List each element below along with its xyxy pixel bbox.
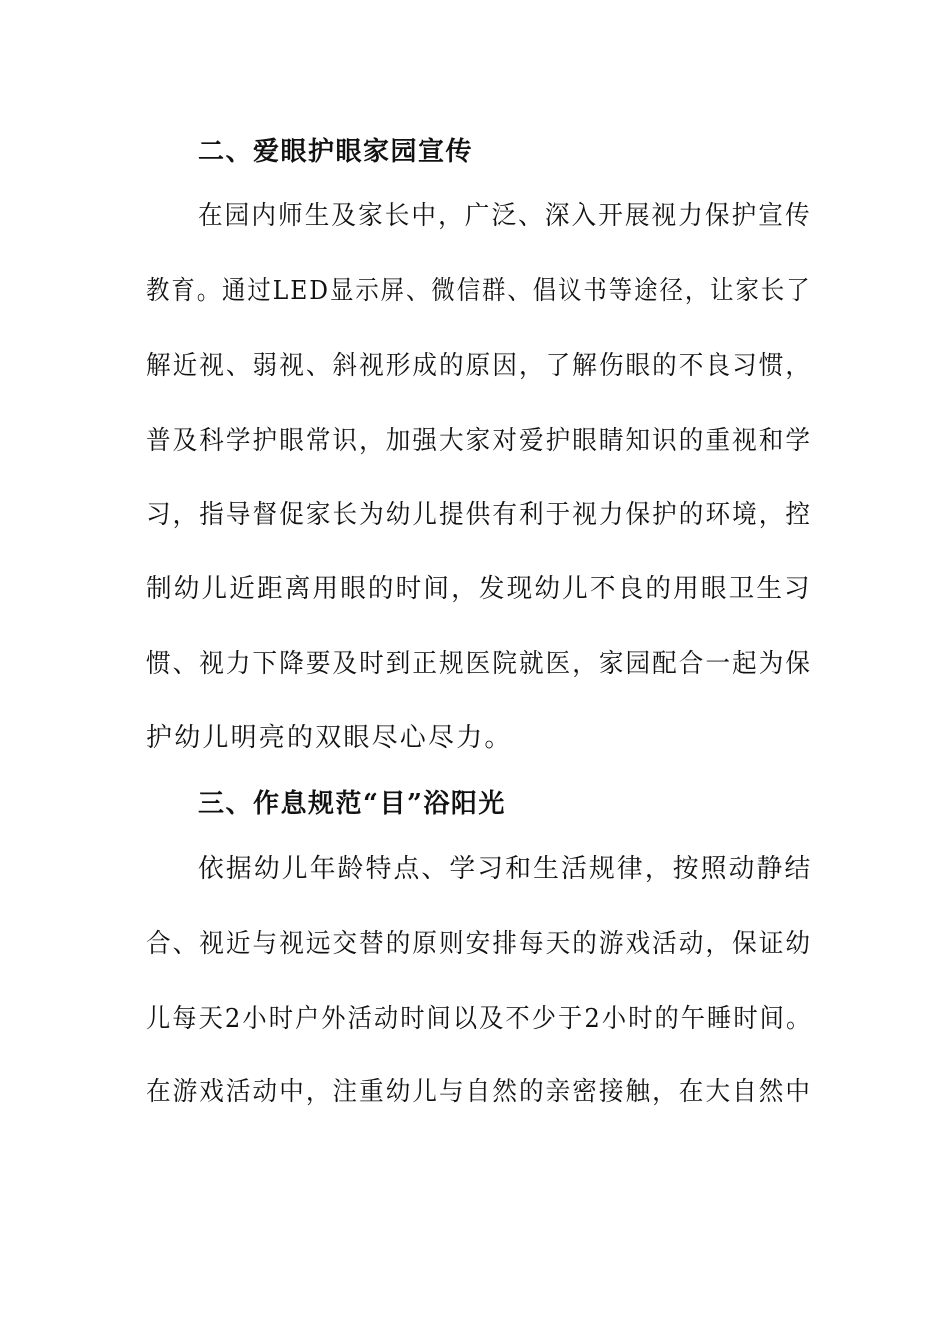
paragraph-line: 依据幼儿年龄特点、学习和生活规律，按照动静结	[198, 854, 813, 884]
paragraph-line: 习，指导督促家长为幼儿提供有利于视力保护的环境，控	[146, 500, 813, 530]
paragraph-line: 在游戏活动中，注重幼儿与自然的亲密接触，在大自然中	[146, 1077, 813, 1107]
paragraph-line: 在园内师生及家长中，广泛、深入开展视力保护宣传	[198, 201, 812, 231]
paragraph-line: 解近视、弱视、斜视形成的原因，了解伤眼的不良习惯，	[146, 351, 813, 381]
paragraph-line: 儿每天2小时户外活动时间以及不少于2小时的午睡时间。	[146, 1004, 813, 1034]
section-heading: 二、爱眼护眼家园宣传	[198, 137, 474, 167]
paragraph-line: 教育。通过LED显示屏、微信群、倡议书等途径，让家长了	[146, 276, 812, 306]
paragraph-line: 护幼儿明亮的双眼尽心尽力。	[146, 723, 513, 753]
paragraph-line: 合、视近与视远交替的原则安排每天的游戏活动，保证幼	[146, 929, 813, 959]
paragraph-line: 惯、视力下降要及时到正规医院就医，家园配合一起为保	[146, 649, 813, 679]
paragraph-line: 普及科学护眼常识，加强大家对爱护眼睛知识的重视和学	[146, 426, 813, 456]
paragraph-line: 制幼儿近距离用眼的时间，发现幼儿不良的用眼卫生习	[146, 574, 812, 604]
section-heading: 三、作息规范“目”浴阳光	[198, 789, 506, 819]
